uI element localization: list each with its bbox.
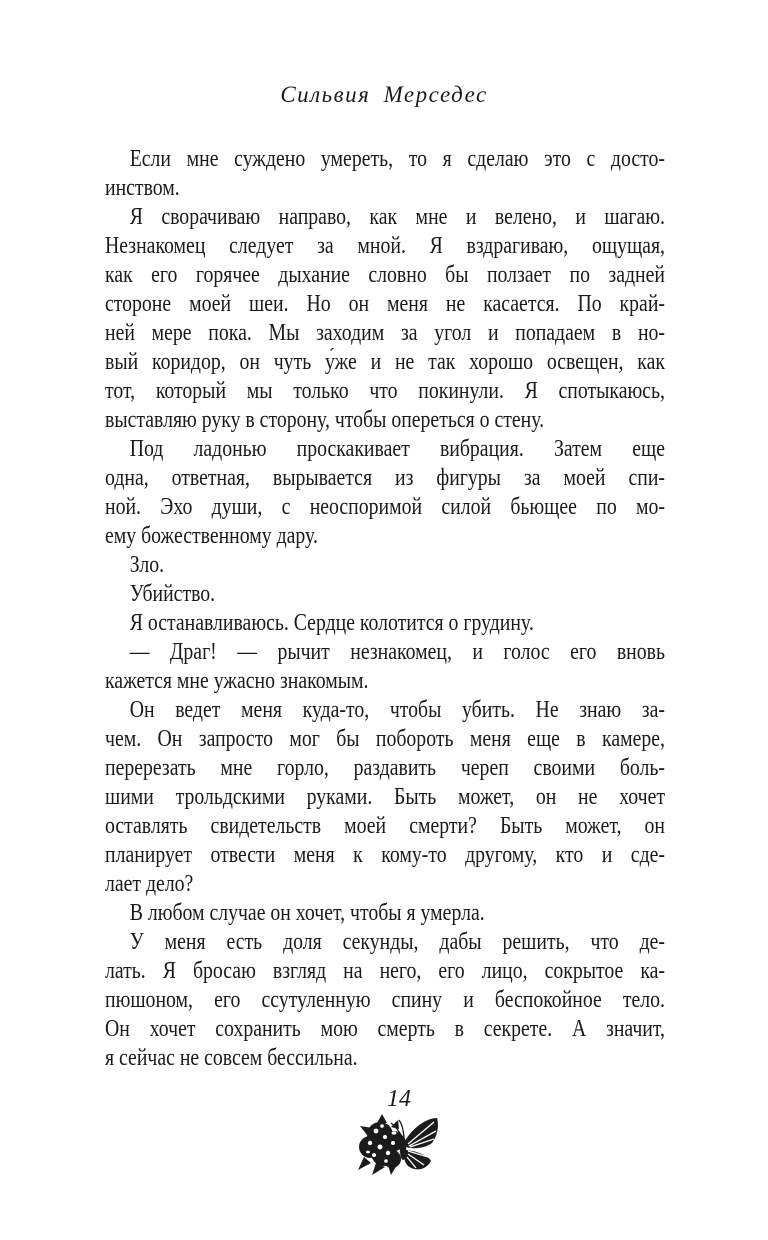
text-line: ной. Эхо души, с неоспоримой силой бьющее по мо- (105, 494, 665, 520)
text-line: как его горячее дыхание словно бы ползает по задней (105, 262, 665, 288)
paragraph (105, 203, 665, 435)
text-line: Если мне суждено умереть, то я сделаю это с досто- (129, 146, 665, 172)
text-line: чем. Он запросто мог бы побороть меня еще в камере, (105, 726, 665, 752)
paragraph (105, 609, 665, 638)
paragraph (105, 899, 665, 928)
paragraph (105, 928, 665, 1073)
running-head: Сильвия Мерседес (280, 82, 488, 107)
text-line: стороне моей шеи. Но он меня не касается. По край- (105, 291, 665, 317)
text-line: инством. (105, 175, 180, 201)
text-line: Незнакомец следует за мной. Я вздрагиваю, ощущая, (105, 233, 665, 259)
text-line: — Драг! — рычит незнакомец, и голос его вновь (129, 639, 665, 665)
text-line: Он ведет меня куда-то, чтобы убить. Не знаю за- (129, 697, 665, 723)
text-line: В любом случае он хочет, чтобы я умерла. (129, 900, 485, 926)
text-line: пюшоном, его ссутуленную спину и беспокойное тело. (105, 987, 665, 1013)
text-line: планирует отвести меня к кому-то другому, кто и сде- (105, 842, 665, 868)
paragraph (105, 551, 665, 580)
text-line: выставляю руку в сторону, чтобы опереться о стену. (105, 407, 545, 433)
text-line: лать. Я бросаю взгляд на него, его лицо, сокрытое ка- (105, 958, 665, 984)
text-line: Я сворачиваю направо, как мне и велено, и шагаю. (129, 204, 665, 230)
text-line: ему божественному дару. (105, 523, 318, 549)
text-line: лает дело? (105, 871, 194, 897)
text-line: Убийство. (129, 581, 216, 607)
butterfly-ornament (358, 1112, 440, 1176)
page-number: 14 (387, 1086, 411, 1112)
text-line: кажется мне ужасно знакомым. (105, 668, 369, 694)
text-line: Зло. (129, 552, 165, 578)
body-text (105, 145, 665, 1073)
text-line: вый коридор, он чуть у́же и не так хорошо освещен, как (105, 349, 665, 375)
text-line: тот, который мы только что покинули. Я спотыкаюсь, (105, 378, 665, 404)
text-line: перерезать мне горло, раздавить череп своими боль- (105, 755, 665, 781)
text-line: ней мере пока. Мы заходим за угол и попадаем в но- (105, 320, 665, 346)
text-line: Я останавливаюсь. Сердце колотится о грудину. (129, 610, 534, 636)
paragraph (105, 145, 665, 203)
text-line: я сейчас не совсем бессильна. (105, 1045, 358, 1071)
paragraph (105, 435, 665, 551)
text-line: Он хочет сохранить мою смерть в секрете. А значит, (105, 1016, 665, 1042)
text-line: оставлять свидетельств моей смерти? Быть может, он (105, 813, 665, 839)
text-line: Под ладонью проскакивает вибрация. Затем еще (129, 436, 665, 462)
paragraph (105, 696, 665, 899)
text-line: одна, ответная, вырывается из фигуры за моей спи- (105, 465, 665, 491)
text-line: шими трольдскими руками. Быть может, он не хочет (105, 784, 665, 810)
paragraph (105, 580, 665, 609)
butterfly-flowers-icon (358, 1112, 440, 1176)
text-line: У меня есть доля секунды, дабы решить, что де- (129, 929, 665, 955)
paragraph (105, 638, 665, 696)
